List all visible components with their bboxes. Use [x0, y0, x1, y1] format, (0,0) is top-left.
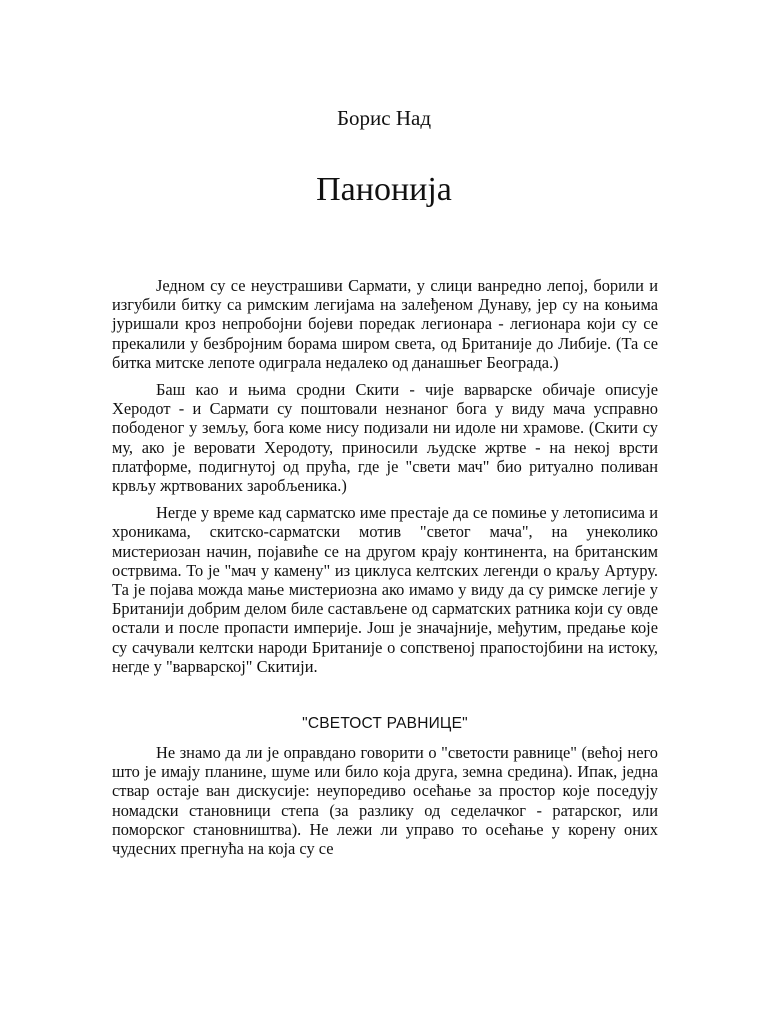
paragraph: Не знамо да ли је оправдано говорити о "светости равнице" (већој него што је имају планине, шуме или било која друга, земна средина). Ипак, једна ствар остаје ван дискусије: неупоредиво осећање за простор које поседују номадски становници степа (за разлику од седелачког - ратарског, или поморског становништва). Не лежи ли управо то осећање у корену оних чудесних прегнућа на која су се — [112, 743, 658, 859]
paragraph: Негде у време кад сарматско име престаје да се помиње у летописима и хроникама, скитско-сарматски мотив "светог мача", на унеколико мистериозан начин, појавиће се на другом крају континента, на британским острвима. То је "мач у камену" из циклуса келтских легенди о краљу Артуру. Та је појава можда мање мистериозна ако имамо у виду да су римске легије у Британији добрим делом биле састављене од сарматских ратника који су овде остали и после пропасти империје. Још је значајније, међутим, предање које су сачували келтски народи Британије о сопственој прапостојбини на истоку, негде у "варварској" Скитији. — [112, 503, 658, 676]
document-body — [112, 276, 658, 866]
paragraph: Једном су се неустрашиви Сармати, у слици ванредно лепој, борили и изгубили битку са римским легијама на залеђеном Дунаву, јер су на коњима јуришали кроз непробојни бојеви поредак легионара - легионара који су се прекалили у безбројним борама широм света, од Британије до Либије. (Та се битка митске лепоте одиграла недалеко од данашњег Београда.) — [112, 276, 658, 372]
section-heading: "СВЕТОСТ РАВНИЦЕ" — [302, 715, 468, 733]
author-name: Борис Над — [336, 106, 432, 130]
document-title: Панонија — [316, 171, 452, 208]
paragraph: Баш као и њима сродни Скити - чије варварске обичаје описује Херодот - и Сармати су поштовали незнаног бога у виду мача усправно пободеног у земљу, бога коме нису подизали ни идоле ни храмове. (Скити су му, ако је веровати Херодоту, приносили људске жртве - на некој врсти платформе, подигнутој од прућа, где је "свети мач" био ритуално поливан крвљу жртвованих заробљеника.) — [112, 380, 658, 496]
